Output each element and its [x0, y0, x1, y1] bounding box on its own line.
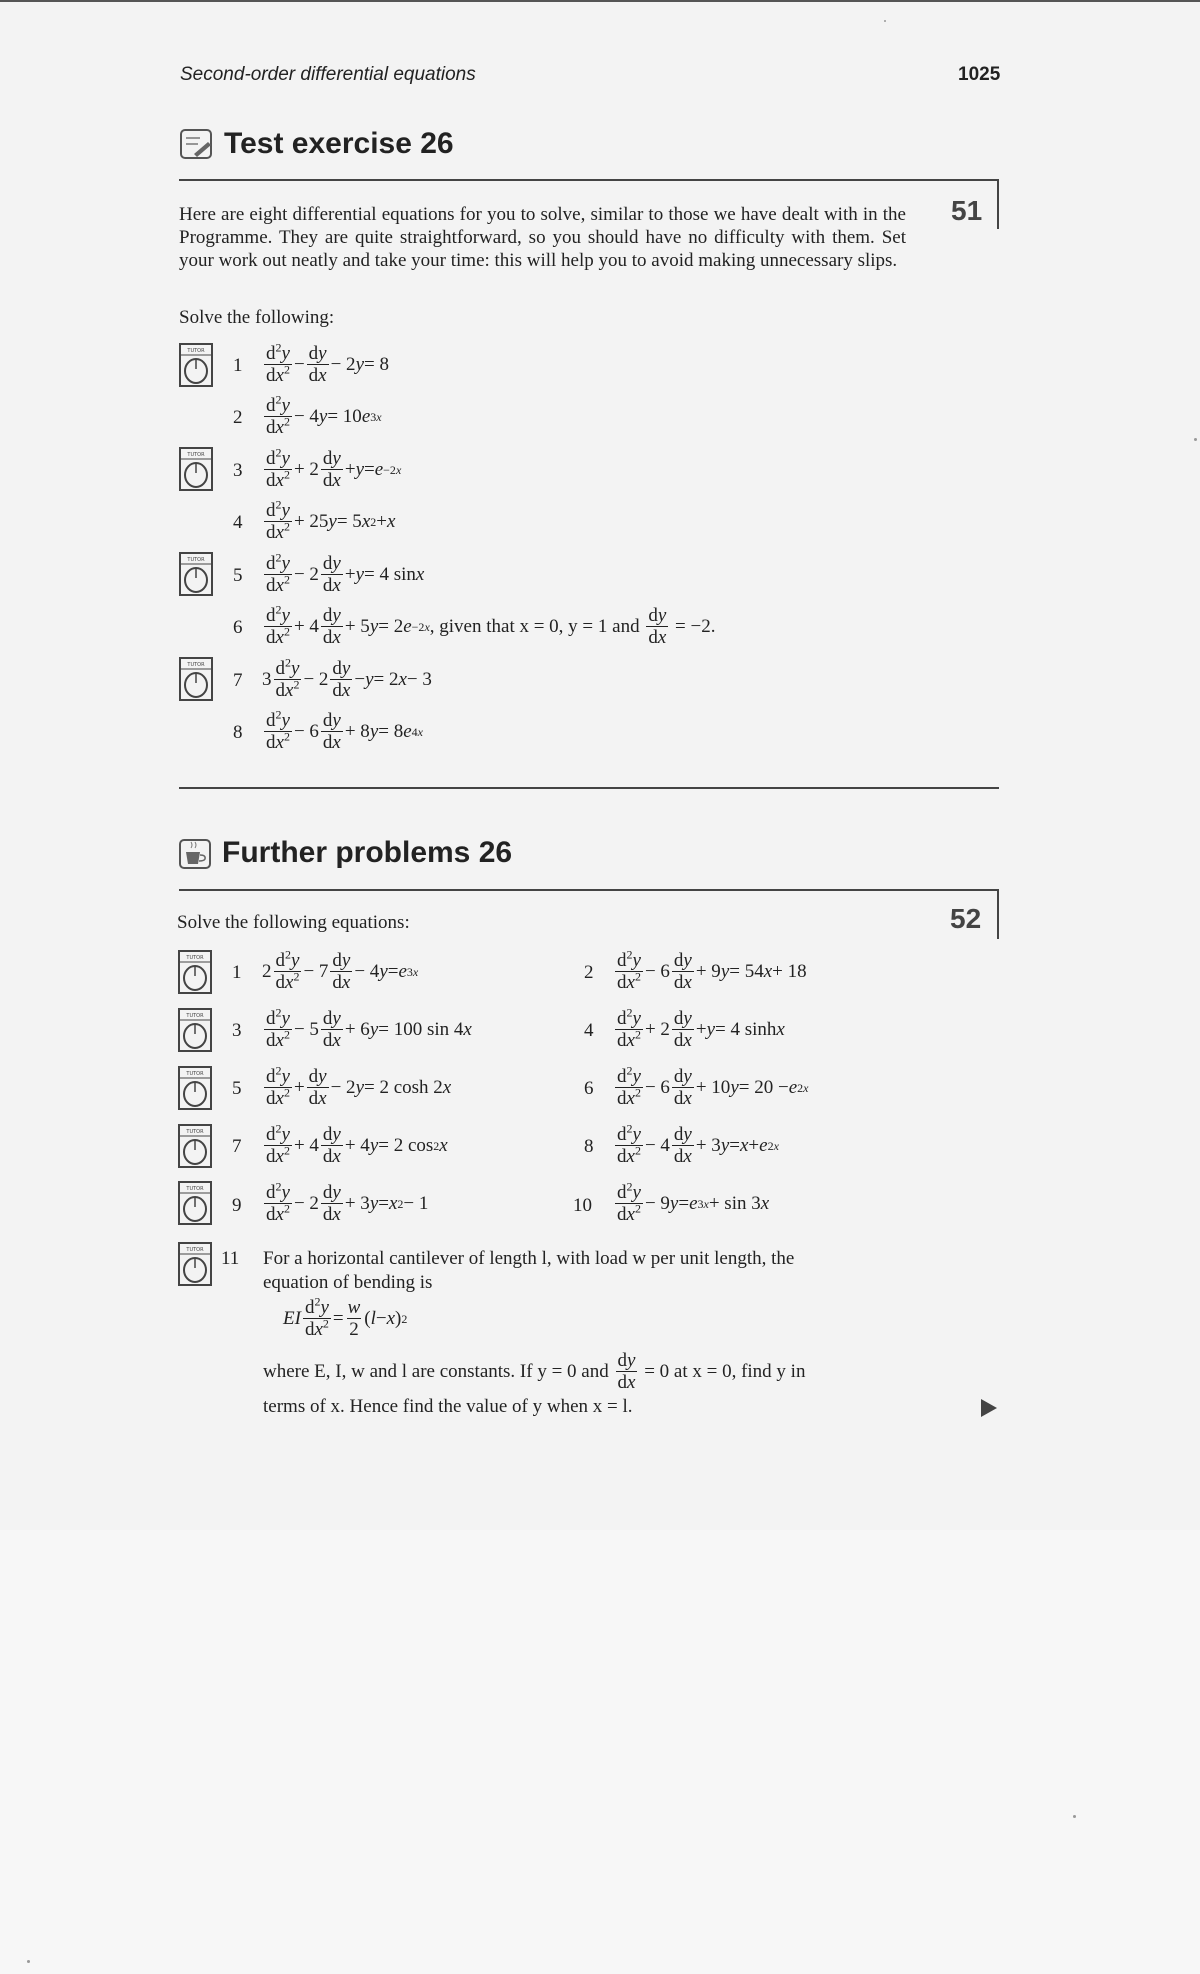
personal-tutor-icon[interactable]: [179, 447, 213, 491]
scan-speck: [27, 1960, 30, 1963]
instruction: Solve the following equations:: [177, 912, 410, 933]
equation: $\frac{d^2y}{dx^2}$ − 6 $\frac{dy}{dx}$ + 9 y = 54 x + 18: [617, 947, 807, 993]
q11-condition: where E, I, w and l are constants. If y = 0 and $\frac{dy}{dx}$ = 0 at x = 0, find y in: [263, 1350, 806, 1393]
personal-tutor-icon[interactable]: [178, 1066, 212, 1110]
question-number: 4: [584, 1020, 594, 1041]
section-rule: [179, 179, 999, 181]
section-rule: [179, 889, 999, 891]
question-number: 7: [233, 670, 243, 691]
question-number: 7: [232, 1136, 242, 1157]
section-divider: [179, 787, 999, 789]
equation: 2 $\frac{d^2y}{dx^2}$ − 7 $\frac{dy}{dx}$ − 4 y = e 3x: [262, 947, 419, 993]
q11-text: = 0 at x = 0, find y in: [644, 1360, 806, 1382]
frame-number: 51: [951, 195, 983, 226]
question-number: 10: [573, 1195, 592, 1216]
question-number: 5: [232, 1078, 242, 1099]
question-number: 1: [232, 962, 242, 983]
question-number: 6: [233, 617, 243, 638]
personal-tutor-icon[interactable]: [178, 1242, 212, 1286]
equation: $\frac{d^2y}{dx^2}$ − 4 $\frac{dy}{dx}$ + 3 y = x + e 2x: [617, 1121, 779, 1167]
equation: $\frac{d^2y}{dx^2}$ − 6 $\frac{dy}{dx}$ + 10 y = 20 − e 2x: [617, 1063, 809, 1109]
frame-rule: [997, 889, 999, 939]
svg-text:TUTOR: TUTOR: [186, 1013, 204, 1019]
equation: $\frac{d^2y}{dx^2}$ + 2 $\frac{dy}{dx}$ + y = e −2x: [266, 445, 402, 491]
personal-tutor-icon[interactable]: [179, 657, 213, 701]
question-number: 8: [233, 722, 243, 743]
svg-text:TUTOR: TUTOR: [186, 1129, 204, 1135]
equation: EI $\frac{d^2y}{dx^2}$ = $\frac{w}{2}$ ( l − x ) 2: [283, 1294, 408, 1340]
frame-rule: [997, 179, 999, 229]
equation: $\frac{d^2y}{dx^2}$ + 25 y = 5 x 2 + x: [266, 497, 396, 543]
personal-tutor-icon[interactable]: [179, 343, 213, 387]
q11-text: For a horizontal cantilever of length l, with load w per unit length, the: [263, 1248, 795, 1269]
scan-speck: [884, 20, 886, 22]
personal-tutor-icon[interactable]: [178, 1008, 212, 1052]
frame-number: 52: [950, 903, 982, 934]
equation: $\frac{d^2y}{dx^2}$ − $\frac{dy}{dx}$ − 2 y = 8: [266, 340, 389, 386]
question-number: 6: [584, 1078, 594, 1099]
next-arrow-icon[interactable]: [980, 1398, 998, 1418]
equation: $\frac{d^2y}{dx^2}$ − 2 $\frac{dy}{dx}$ + 3 y = x 2 − 1: [266, 1179, 429, 1225]
q11-text: terms of x. Hence find the value of y when x = l.: [263, 1396, 633, 1417]
page-margin: [0, 1530, 1200, 1974]
question-number: 9: [232, 1195, 242, 1216]
svg-text:TUTOR: TUTOR: [187, 557, 205, 563]
equation: $\frac{d^2y}{dx^2}$ − 6 $\frac{dy}{dx}$ + 8 y = 8 e 4x: [266, 707, 423, 753]
svg-text:TUTOR: TUTOR: [187, 348, 205, 354]
equation: $\frac{d^2y}{dx^2}$ + 4 $\frac{dy}{dx}$ + 5 y = 2 e −2x , given that x = 0, y = 1 and $\frac{dy}{dx}$ = −2.: [266, 602, 716, 648]
svg-text:TUTOR: TUTOR: [186, 1247, 204, 1253]
section-title: Further problems 26: [222, 836, 513, 869]
personal-tutor-icon[interactable]: [179, 552, 213, 596]
svg-text:TUTOR: TUTOR: [186, 1071, 204, 1077]
equation: $\frac{d^2y}{dx^2}$ + 4 $\frac{dy}{dx}$ + 4 y = 2 cos 2 x: [266, 1121, 448, 1167]
svg-text:TUTOR: TUTOR: [186, 955, 204, 961]
svg-text:TUTOR: TUTOR: [187, 662, 205, 668]
svg-text:TUTOR: TUTOR: [187, 452, 205, 458]
question-number: 1: [233, 355, 243, 376]
scan-speck: [1073, 1815, 1076, 1818]
equation: 3 $\frac{d^2y}{dx^2}$ − 2 $\frac{dy}{dx}$ − y = 2 x − 3: [262, 655, 432, 701]
question-number: 4: [233, 512, 243, 533]
question-number: 3: [232, 1020, 242, 1041]
question-number: 11: [221, 1248, 240, 1269]
equation: $\frac{d^2y}{dx^2}$ − 5 $\frac{dy}{dx}$ + 6 y = 100 sin 4 x: [266, 1005, 472, 1051]
condition-text: , given that x = 0, y = 1 and: [429, 615, 640, 637]
scan-speck: [1194, 438, 1197, 441]
personal-tutor-icon[interactable]: [178, 1124, 212, 1168]
equation: $\frac{d^2y}{dx^2}$ − 9 y = e 3x + sin 3 x: [617, 1179, 770, 1225]
q11-text: where E, I, w and l are constants. If y = 0 and: [263, 1360, 609, 1382]
running-title: Second-order differential equations: [180, 64, 476, 85]
equation: $\frac{d^2y}{dx^2}$ − 4 y = 10 e 3x: [266, 392, 382, 438]
personal-tutor-icon[interactable]: [178, 1181, 212, 1225]
equation: $\frac{d^2y}{dx^2}$ − 2 $\frac{dy}{dx}$ + y = 4 sin x: [266, 550, 425, 596]
question-number: 2: [584, 962, 594, 983]
equation: $\frac{d^2y}{dx^2}$ + $\frac{dy}{dx}$ − 2 y = 2 cosh 2 x: [266, 1063, 452, 1109]
condition-tail: = −2.: [675, 615, 716, 637]
question-number: 3: [233, 460, 243, 481]
question-number: 5: [233, 565, 243, 586]
personal-tutor-icon[interactable]: [178, 950, 212, 994]
question-number: 2: [233, 407, 243, 428]
question-number: 8: [584, 1136, 594, 1157]
page-number: 1025: [958, 64, 1001, 85]
svg-text:TUTOR: TUTOR: [186, 1186, 204, 1192]
section-title: Test exercise 26: [224, 127, 454, 160]
pencil-paper-icon: [180, 128, 214, 160]
instruction: Solve the following:: [179, 307, 335, 328]
intro-paragraph: Here are eight differential equations for you to solve, similar to those we have dealt with in the Programme. They are quite straightforward, so you should have no difficulty with them. Set your work out neatly and take your time: this will help you to avoid making unnecessary slips.: [179, 204, 906, 271]
cup-icon: [179, 838, 213, 870]
equation: $\frac{d^2y}{dx^2}$ + 2 $\frac{dy}{dx}$ + y = 4 sinh x: [617, 1005, 785, 1051]
q11-text: equation of bending is: [263, 1272, 433, 1293]
scan-edge: [0, 0, 1200, 2]
